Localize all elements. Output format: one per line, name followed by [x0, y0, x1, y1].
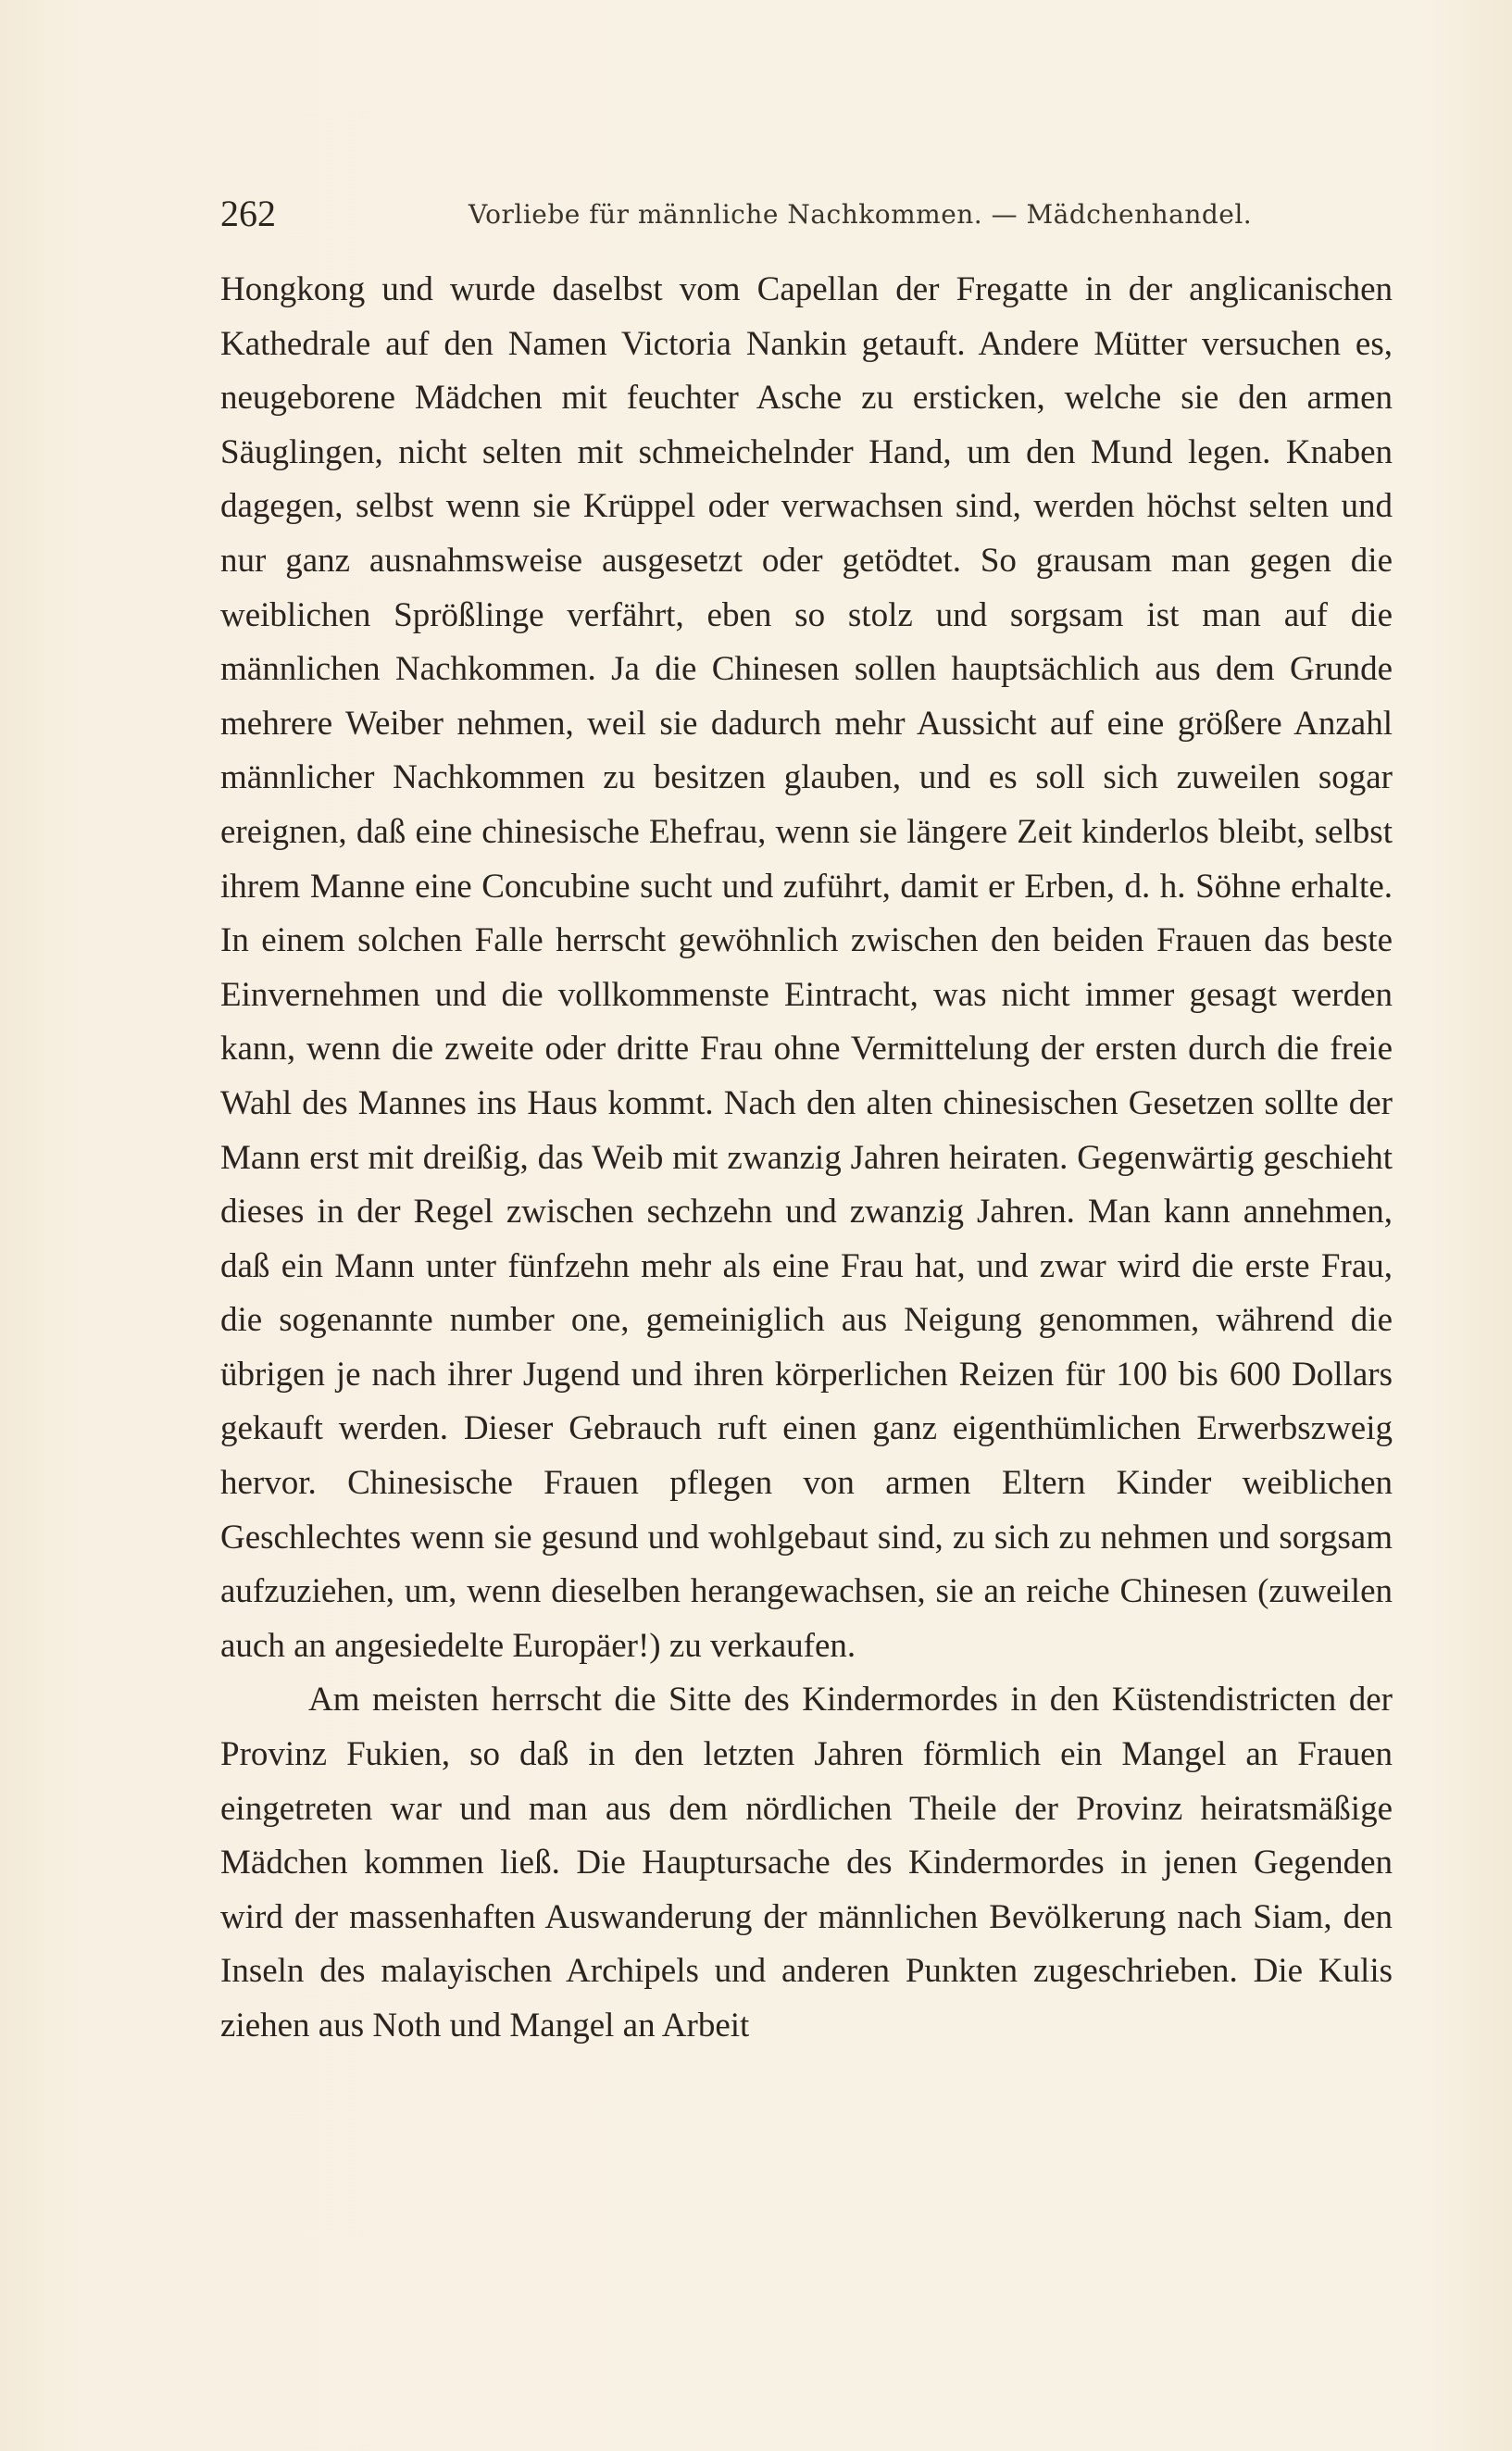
page-header	[220, 191, 1387, 237]
page-number: 262	[220, 193, 276, 234]
body-text	[220, 263, 1393, 2054]
running-head: Vorliebe für männliche Nachkommen. — Mädchenhandel.	[469, 199, 1253, 230]
paragraph: Am meisten herrscht die Sitte des Kindermordes in den Küstendistricten der Provinz Fukien, so daß in den letzten Jahren förmlich ein Mangel an Frauen eingetreten war und man aus dem nördlichen Theile der Provinz heiratsmäßige Mädchen kommen ließ. Die Hauptursache des Kindermordes in jenen Gegenden wird der massenhaften Auswanderung der männlichen Bevölkerung nach Siam, den Inseln des malayischen Archipels und anderen Punkten zugeschrieben. Die Kulis ziehen aus Noth und Mangel an Arbeit	[220, 1681, 1393, 2045]
paragraph: Hongkong und wurde daselbst vom Capellan der Fregatte in der anglicanischen Kathedrale auf den Namen Victoria Nankin getauft. Andere Mütter versuchen es, neugeborene Mädchen mit feuchter Asche zu ersticken, welche sie den armen Säuglingen, nicht selten mit schmeichelnder Hand, um den Mund legen. Knaben dagegen, selbst wenn sie Krüppel oder verwachsen sind, werden höchst selten und nur ganz ausnahmsweise ausgesetzt oder getödtet. So grausam man gegen die weiblichen Sprößlinge verfährt, eben so stolz und sorgsam ist man auf die männlichen Nachkommen. Ja die Chinesen sollen hauptsächlich aus dem Grunde mehrere Weiber nehmen, weil sie dadurch mehr Aussicht auf eine größere Anzahl männlicher Nachkommen zu besitzen glauben, und es soll sich zuweilen sogar ereignen, daß eine chinesische Ehefrau, wenn sie längere Zeit kinderlos bleibt, selbst ihrem Manne eine Concubine sucht und zuführt, damit er Erben, d. h. Söhne erhalte. In einem solchen Falle herrscht gewöhnlich zwischen den beiden Frauen das beste Einvernehmen und die vollkommenste Eintracht, was nicht immer gesagt werden kann, wenn die zweite oder dritte Frau ohne Vermittelung der ersten durch die freie Wahl des Mannes ins Haus kommt. Nach den alten chinesischen Gesetzen sollte der Mann erst mit dreißig, das Weib mit zwanzig Jahren heiraten. Gegenwärtig geschieht dieses in der Regel zwischen sechzehn und zwanzig Jahren. Man kann annehmen, daß ein Mann unter fünfzehn mehr als eine Frau hat, und zwar wird die erste Frau, die sogenannte number one, gemeiniglich aus Neigung genommen, während die übrigen je nach ihrer Jugend und ihren körperlichen Reizen für 100 bis 600 Dollars gekauft werden. Dieser Gebrauch ruft einen ganz eigenthümlichen Erwerbszweig hervor. Chinesische Frauen pflegen von armen Eltern Kinder weiblichen Geschlechtes wenn sie gesund und wohlgebaut sind, zu sich zu nehmen und sorgsam aufzuziehen, um, wenn dieselben herangewachsen, sie an reiche Chinesen (zuweilen auch an angesiedelte Europäer!) zu verkaufen.	[220, 270, 1393, 1665]
